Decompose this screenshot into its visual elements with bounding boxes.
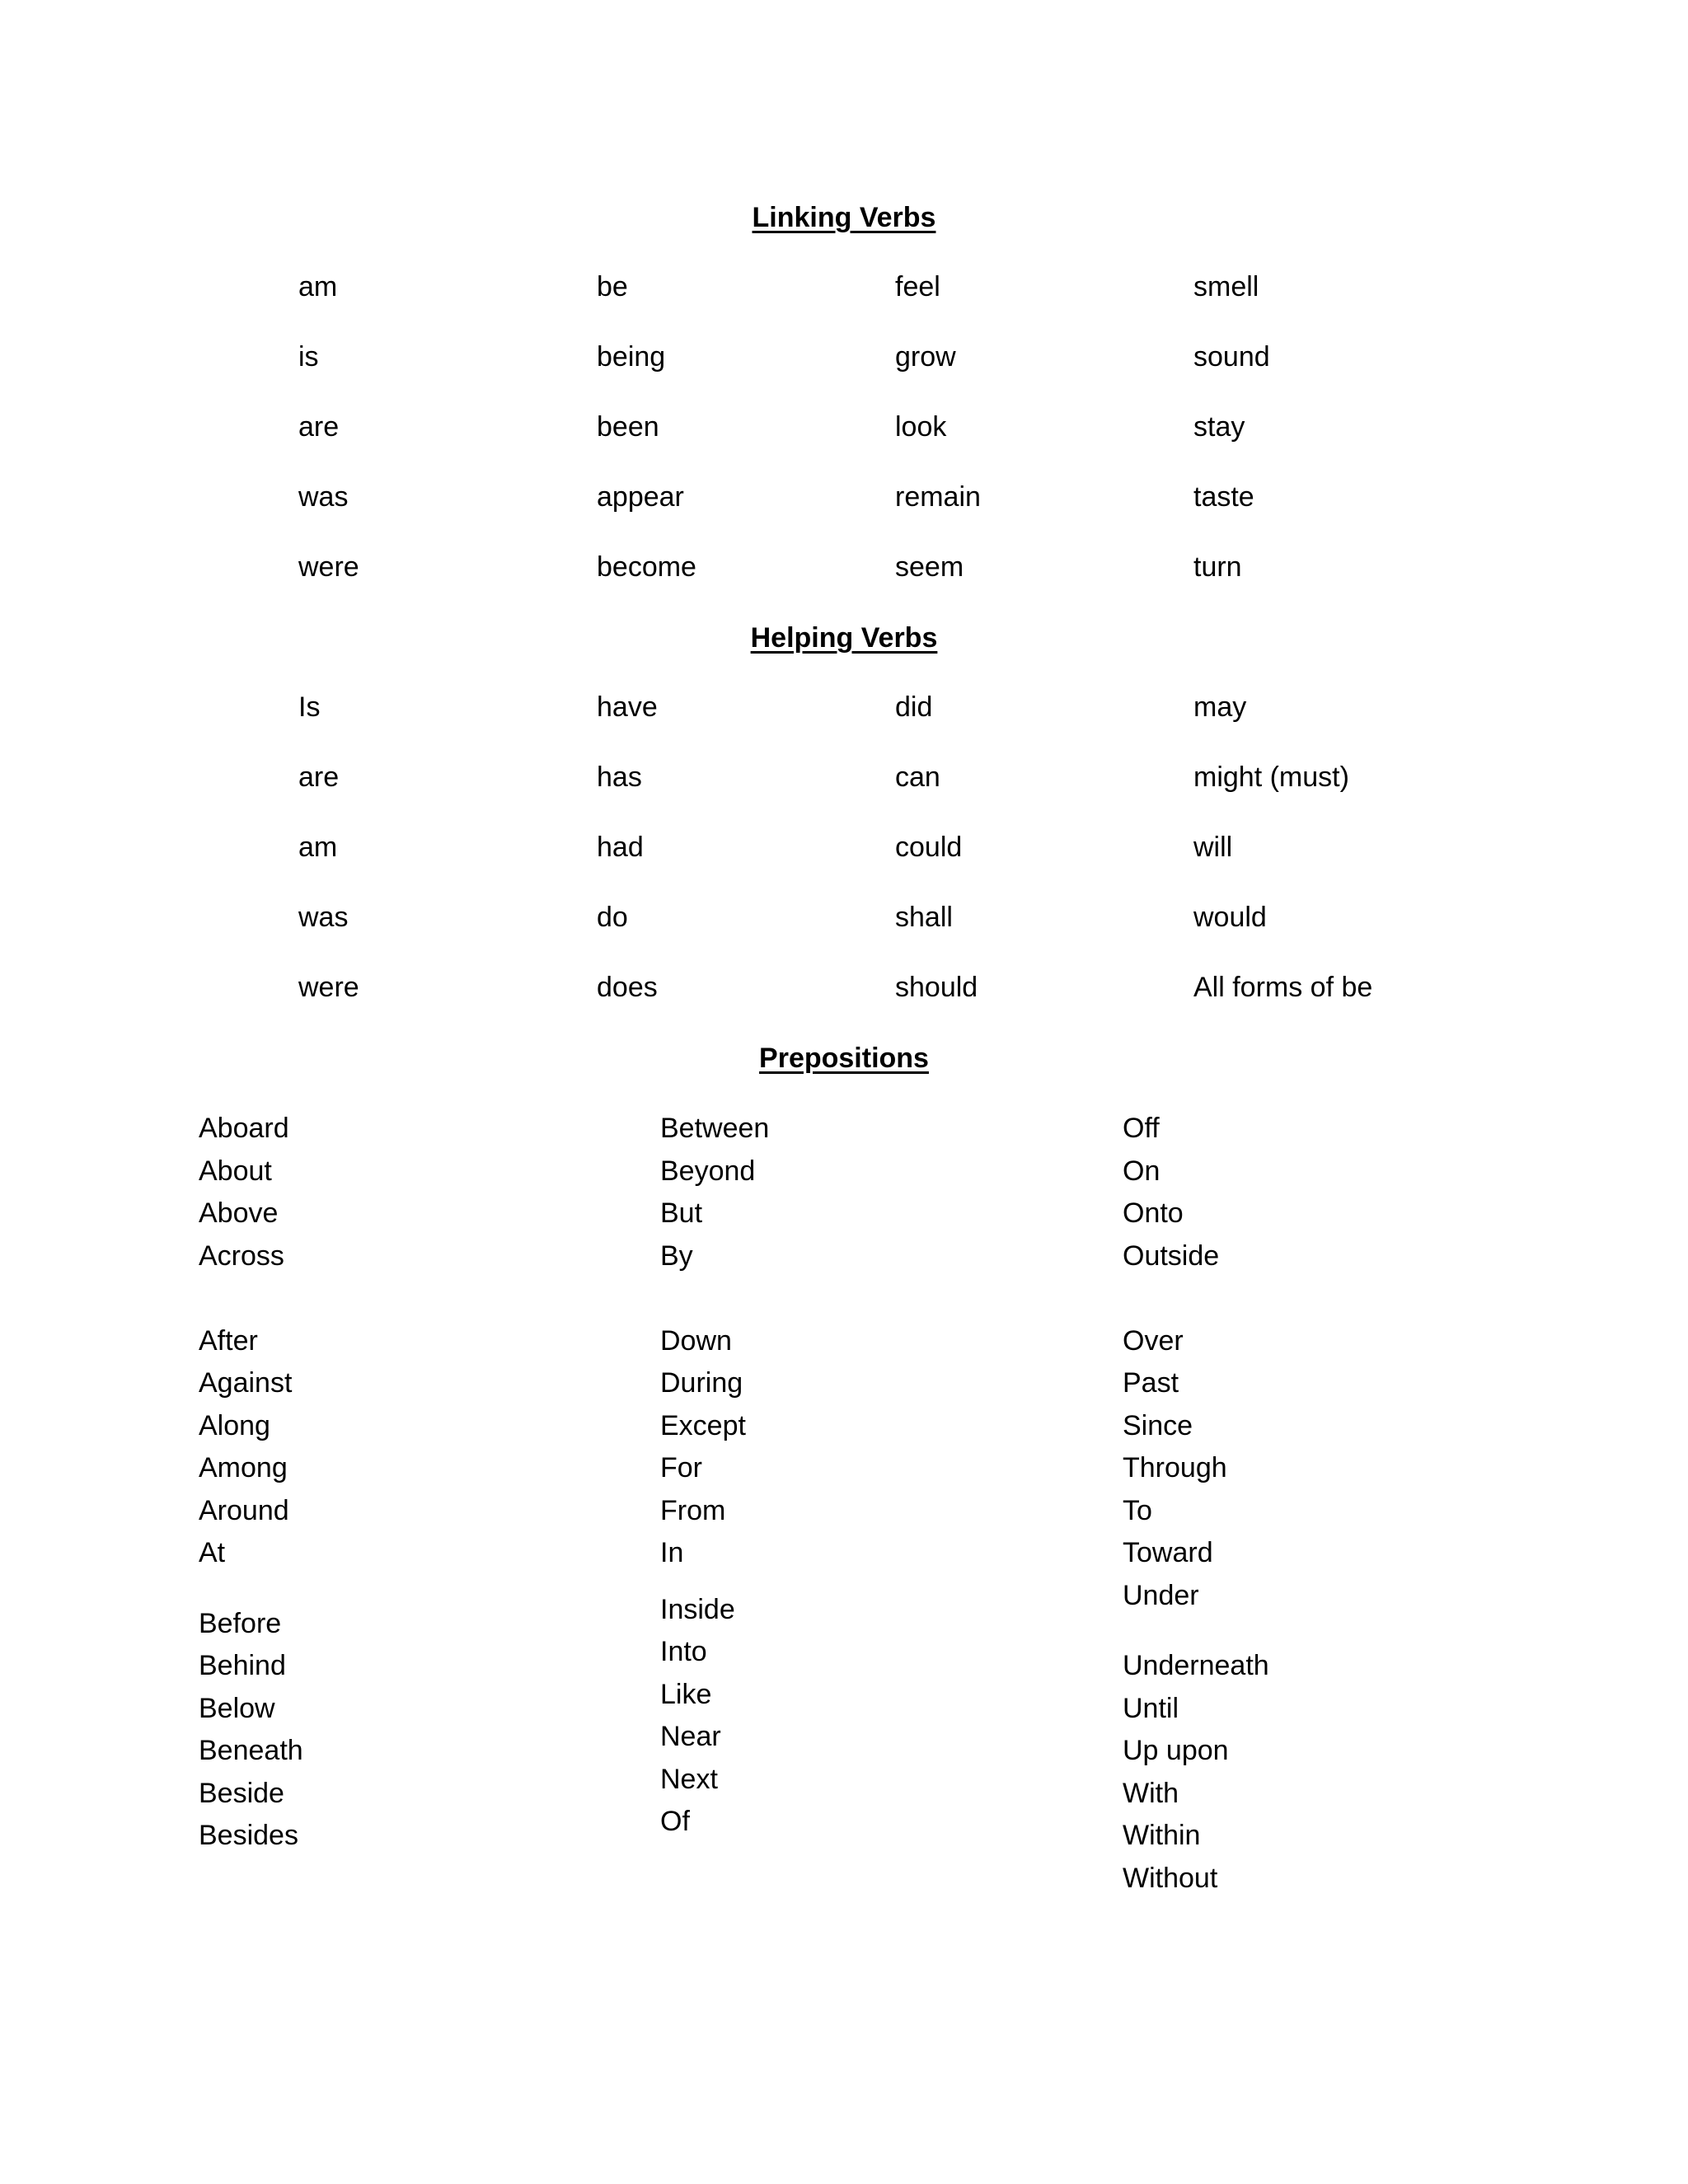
- linking-verb: is: [298, 341, 319, 373]
- preposition: For: [660, 1452, 702, 1483]
- preposition: Through: [1123, 1452, 1227, 1483]
- linking-verb: sound: [1193, 341, 1270, 373]
- preposition: Except: [660, 1409, 746, 1441]
- preposition-group: [660, 1589, 1056, 1844]
- preposition: Next: [660, 1763, 718, 1795]
- prepositions-column-2: [660, 1108, 1056, 1844]
- preposition: Beneath: [199, 1735, 303, 1766]
- preposition: Before: [199, 1607, 282, 1639]
- linking-verb: appear: [597, 481, 684, 513]
- preposition: At: [199, 1537, 226, 1568]
- preposition: Between: [660, 1113, 770, 1144]
- preposition: Behind: [199, 1650, 286, 1681]
- prepositions-column-1: [199, 1108, 594, 1858]
- linking-verb: become: [597, 551, 696, 583]
- linking-verb: been: [597, 411, 659, 443]
- preposition: With: [1123, 1777, 1179, 1809]
- preposition: On: [1123, 1155, 1160, 1187]
- preposition: Of: [660, 1806, 690, 1837]
- linking-verb: was: [298, 481, 349, 513]
- helping-verbs-grid: [298, 691, 1535, 1041]
- preposition: From: [660, 1494, 726, 1526]
- helping-verb: has: [597, 762, 642, 793]
- preposition: Inside: [660, 1593, 735, 1625]
- helping-verb: were: [298, 972, 359, 1003]
- helping-verb: Is: [298, 691, 321, 723]
- linking-verb: remain: [895, 481, 981, 513]
- helping-verbs-heading: Helping Verbs: [750, 622, 938, 654]
- preposition: Down: [660, 1324, 732, 1357]
- preposition: Off: [1123, 1113, 1160, 1144]
- linking-verb: taste: [1193, 481, 1254, 513]
- helping-verb: might (must): [1193, 762, 1349, 793]
- linking-verbs-heading: Linking Verbs: [752, 202, 936, 233]
- preposition: Within: [1123, 1820, 1201, 1851]
- preposition: Along: [199, 1409, 270, 1441]
- preposition: After: [199, 1324, 258, 1357]
- linking-verb: am: [298, 271, 338, 302]
- preposition: Around: [199, 1494, 289, 1526]
- preposition: In: [660, 1537, 684, 1568]
- helping-verb: do: [597, 902, 628, 933]
- preposition-group: [199, 1603, 594, 1858]
- helping-verb: shall: [895, 902, 953, 933]
- linking-verb: being: [597, 341, 666, 373]
- preposition-group: [660, 1320, 1056, 1575]
- helping-verb: would: [1193, 902, 1267, 933]
- helping-verb: did: [895, 691, 933, 723]
- preposition: Outside: [1123, 1240, 1220, 1272]
- linking-verb: look: [895, 411, 947, 443]
- preposition: Up upon: [1123, 1735, 1229, 1766]
- preposition: But: [660, 1197, 703, 1229]
- helping-verb: All forms of be: [1193, 972, 1373, 1003]
- preposition: Above: [199, 1197, 279, 1229]
- preposition: Since: [1123, 1409, 1193, 1441]
- linking-verb: seem: [895, 551, 964, 583]
- preposition: During: [660, 1367, 743, 1399]
- preposition: Into: [660, 1636, 707, 1667]
- preposition: Without: [1123, 1862, 1218, 1894]
- preposition: Beyond: [660, 1155, 756, 1187]
- preposition: To: [1123, 1494, 1152, 1526]
- helping-verb: could: [895, 832, 963, 863]
- preposition: Among: [199, 1452, 288, 1483]
- preposition: Over: [1123, 1324, 1184, 1357]
- preposition: Past: [1123, 1367, 1179, 1399]
- linking-verb: were: [298, 551, 359, 583]
- preposition: Like: [660, 1678, 712, 1710]
- linking-verb: stay: [1193, 411, 1245, 443]
- preposition-group: [660, 1108, 1056, 1277]
- preposition: Across: [199, 1240, 284, 1272]
- helping-verb: am: [298, 832, 338, 863]
- helping-verb: may: [1193, 691, 1247, 723]
- preposition: About: [199, 1155, 272, 1187]
- helping-verb: will: [1193, 832, 1233, 863]
- preposition: Aboard: [199, 1113, 289, 1144]
- preposition: Until: [1123, 1692, 1179, 1724]
- helping-verb: had: [597, 832, 644, 863]
- linking-verbs-grid: [298, 270, 1535, 621]
- helping-verb: have: [597, 691, 658, 723]
- preposition: By: [660, 1240, 693, 1272]
- helping-verb: can: [895, 762, 940, 793]
- prepositions-column-3: [1123, 1108, 1518, 1900]
- helping-verb: was: [298, 902, 349, 933]
- linking-verb: turn: [1193, 551, 1242, 583]
- preposition-group: [199, 1108, 594, 1277]
- preposition-group: [1123, 1320, 1518, 1618]
- linking-verb: grow: [895, 341, 956, 373]
- preposition: Under: [1123, 1579, 1199, 1611]
- linking-verb: be: [597, 271, 628, 302]
- preposition: Beside: [199, 1777, 284, 1809]
- prepositions-heading: Prepositions: [759, 1043, 929, 1074]
- preposition-group: [199, 1320, 594, 1575]
- preposition: Toward: [1123, 1537, 1213, 1568]
- preposition-group: [1123, 1108, 1518, 1277]
- helping-verb: does: [597, 972, 658, 1003]
- helping-verb: should: [895, 972, 978, 1003]
- helping-verb: are: [298, 762, 340, 793]
- linking-verb: feel: [895, 271, 940, 302]
- linking-verb: are: [298, 411, 340, 443]
- preposition: Below: [199, 1692, 275, 1724]
- preposition-group: [1123, 1645, 1518, 1900]
- preposition: Onto: [1123, 1197, 1184, 1229]
- preposition: Against: [199, 1367, 293, 1399]
- preposition: Underneath: [1123, 1650, 1269, 1681]
- preposition: Near: [660, 1721, 721, 1752]
- preposition: Besides: [199, 1820, 298, 1851]
- linking-verb: smell: [1193, 271, 1259, 302]
